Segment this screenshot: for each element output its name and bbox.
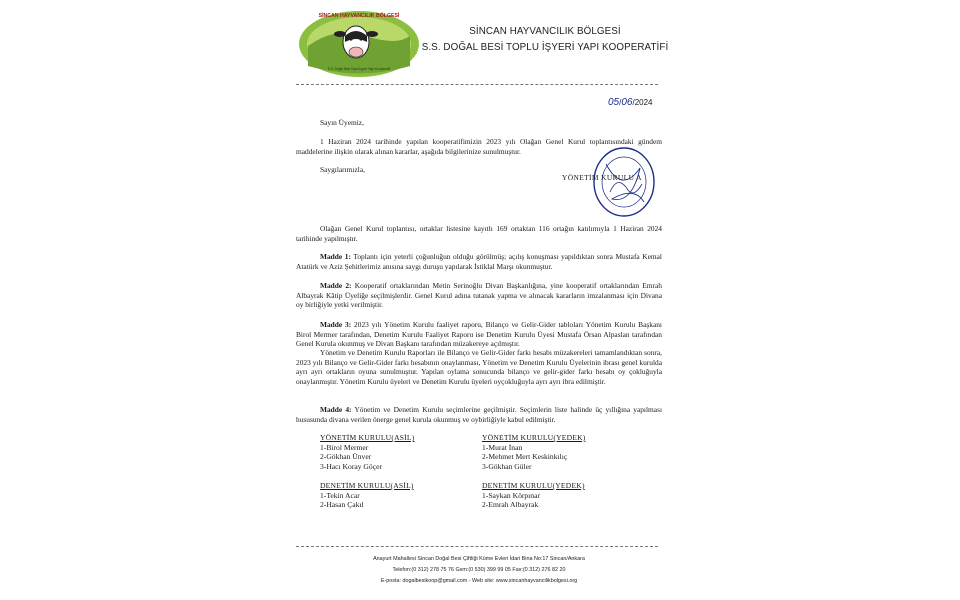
audit-board-principal (320, 481, 414, 510)
list-item: 2-Gökhan Ünver (320, 452, 372, 462)
list-item: 2-Mehmet Mert Keskinkılıç (482, 452, 568, 462)
article-3 (296, 320, 662, 349)
letter-footer (296, 554, 662, 587)
footer-address: Anayurt Mahallesi Sincan Doğal Besi Çiftliği Küme Evleri İdari Bina No:17 Sincan/Ankara (373, 556, 585, 562)
footer-contact-web: E-posta: dogalbesikoop@gmail.com - Web site: www.sincanhayvancilikbolgesi.org (380, 578, 578, 584)
list-item: 3-Gökhan Güler (482, 461, 532, 471)
greeting: Sayın Üyemiz, (320, 118, 364, 127)
logo-ring-text: S.S. Doğal Besi Toplu İşyeri Yapı Kooperatifi (327, 67, 391, 71)
article-2-label: Madde 2: (320, 281, 352, 290)
date-day-handwritten: 05 (608, 97, 620, 108)
article-4-text: Yönetim ve Denetim Kurulu seçimlerine geçilmiştir. Seçimlerin liste halinde üç yıllığına yapılması hususunda divana verilen önerge genel kurula okunmuş ve oybirliğiyle kabul edilmiştir. (296, 405, 663, 424)
org-name-line2: S.S. DOĞAL BESİ TOPLU İŞYERİ YAPI KOOPERATİFİ (421, 42, 669, 53)
article-3-text: 2023 yılı Yönetim Kurulu faaliyet raporu, Bilanço ve Gelir-Gider tabloları Yönetim Kurulu Başkanı Birol Mermer tarafından, Denetim Kurulu Faaliyet Raporu ise Denetim Kurulu Üyesi Mustafa Örsan Alpaslan tarafından Genel Kurula okunmuş ve Divan Başkanı tarafından müzakereye açılmıştır. (296, 320, 662, 349)
management-board-substitute (482, 433, 586, 471)
org-name-line1: SİNCAN HAYVANCILIK BÖLGESİ (469, 26, 621, 37)
article-2-text: Kooperatif ortaklarından Metin Serinoğlu Divan Başkanlığına, yine kooperatif ortaklarından Emrah Albayrak Kâtip Üyeliğe seçilmişlerdir. Genel Kurul adına tutanak yapma ve alınacak kararların imzalanması için Divana oy birliğiyle yetki verilmiştir. (296, 281, 662, 310)
article-1-text: Toplantı için yeterli çoğunluğun olduğu görülmüş; açılış konuşması yapıldıktan sonra Mustafa Kemal Atatürk ve Aziz Şehitlerimiz anısına saygı duruşu yapılarak İstiklal Marşı okunmuştur. (296, 252, 662, 271)
intro-paragraph: 1 Haziran 2024 tarihinde yapılan kooperatifimizin 2023 yılı Olağan Genel Kurul toplantısındaki gündem maddelerine ilişkin olarak alınan kararlar, aşağıda bilgilerinize sunulmuştur. (296, 137, 662, 156)
list-title: DENETİM KURULU(YEDEK) (482, 481, 585, 490)
date-month-handwritten: 06 (621, 97, 633, 108)
date-separator: / (619, 98, 622, 107)
article-2 (296, 281, 662, 310)
logo-arc-text: SİNCAN HAYVANCILIK BÖLGESİ (318, 13, 400, 19)
list-item: 2-Emrah Albayrak (482, 500, 539, 510)
article-3-continued: Yönetim ve Denetim Kurulu Raporları ile Bilanço ve Gelir-Gider farkı hesabı müzakereleri tamamlandıktan sonra, 2023 yılı Bilanço ve Gelir-Gider farkı hesabının onaylanması, Yönetim ve Denetim Kurulu Üyelerinin ibrası genel kurulda ayrı ayrı ortakların oyuna sunulmuştur. Yapılan oylama sonucunda bilanço ve gelir-gider farkı hesabı oy çokluğuyla onaylanmıştır. Yönetim Kurulu üyeleri ve Denetim Kurulu üyeleri oyçokluğuyla ayrı ayrı ibra edilmiştir. (296, 348, 662, 386)
article-1 (296, 252, 662, 271)
list-item: 2-Hasan Çakıl (320, 500, 364, 510)
header-divider (296, 84, 658, 85)
article-4-label: Madde 4: (320, 405, 352, 414)
audit-board-substitute (482, 481, 585, 510)
list-item: 1-Saykan Körpınar (482, 490, 540, 500)
article-3-label: Madde 3: (320, 320, 352, 329)
board-signature-label: YÖNETİM KURULU A (562, 173, 642, 182)
list-item: 1-Birol Mermer (320, 442, 369, 452)
official-seal-stamp (562, 144, 658, 220)
list-title: YÖNETİM KURULU(ASİL) (320, 433, 415, 442)
letter-date (608, 97, 653, 108)
date-year: /2024 (632, 98, 653, 107)
attendance-paragraph: Olağan Genel Kurul toplantısı, ortaklar listesine kayıtlı 169 ortaktan 116 ortağın katılımıyla 1 Haziran 2024 tarihinde yapılmıştır. (296, 224, 662, 243)
cooperative-logo (296, 6, 422, 78)
list-item: 1-Tekin Acar (320, 490, 360, 500)
list-title: DENETİM KURULU(ASİL) (320, 481, 414, 490)
footer-divider (296, 546, 658, 547)
organization-header (420, 24, 670, 56)
article-4 (296, 405, 662, 424)
footer-phones: Telefon:(0 312) 278 75 76 Gsm:(0 530) 399 99 05 Fax:(0 312) 276 82 20 (392, 567, 566, 573)
list-item: 3-Hacı Koray Göçer (320, 461, 382, 471)
list-item: 1-Murat İnan (482, 442, 523, 452)
closing-regards: Saygılarımızla, (320, 165, 365, 174)
management-board-principal (320, 433, 414, 471)
list-title: YÖNETİM KURULU(YEDEK) (482, 433, 586, 442)
article-1-label: Madde 1: (320, 252, 351, 261)
